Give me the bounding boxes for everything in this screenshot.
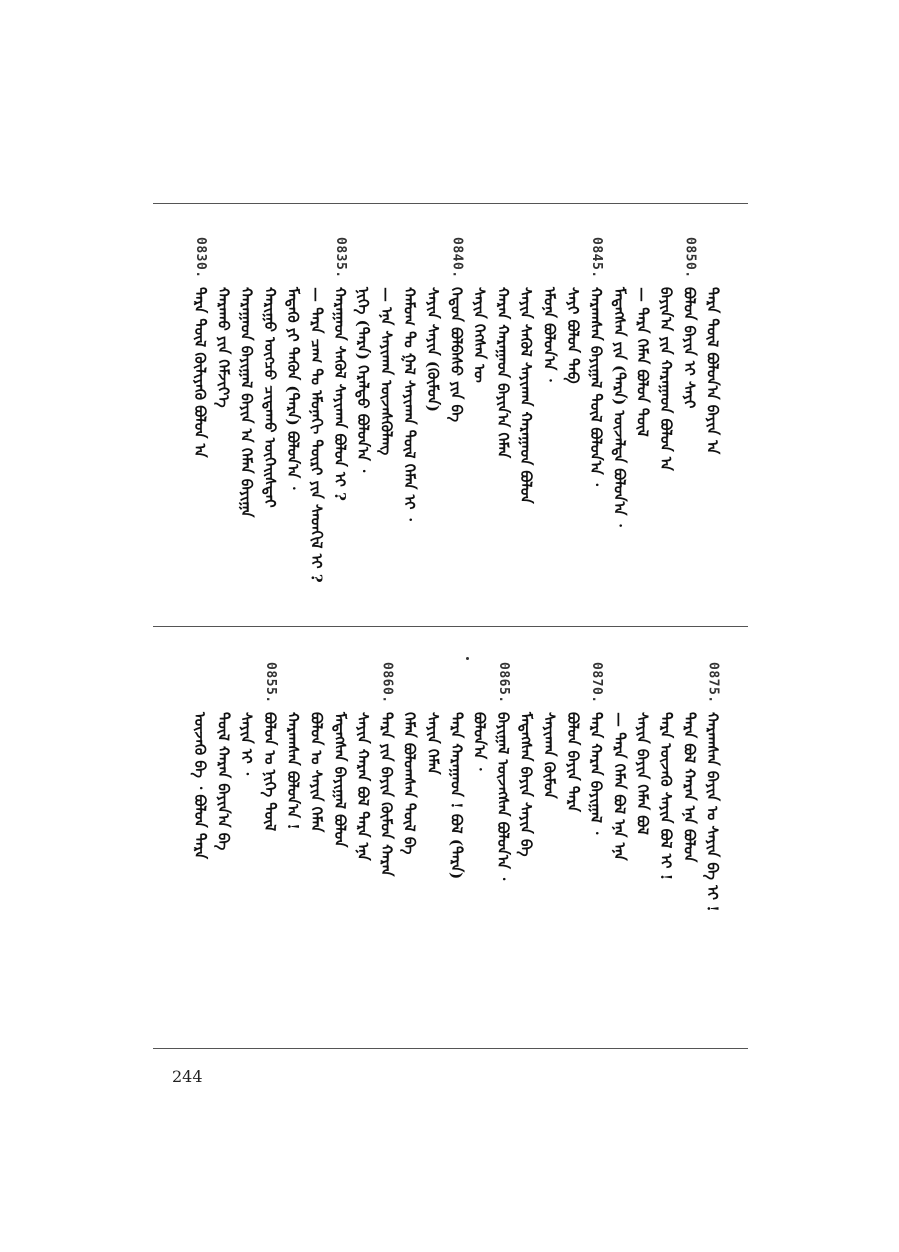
verse-text: ᠲᠡᠷᠡ ᠲᠦᠯ ᠪᠣᠯᠤᠨ᠎ᠠ ᠪᠠᠶᠢᠨ ᠠ [703,287,722,455]
verse-text: ᠰᠠᠶᠢᠨ ᠬᠡᠮᠡᠨ [424,712,442,775]
verse-text: ᠬᠠᠷᠠᠭᠰᠠᠨ ᠪᠠᠶᠢᠨ ᠤ ᠰᠠᠶᠢᠨ ᠪᠠ ᠢ ! [703,712,722,912]
verse-text: ᠰᠠᠶᠢᠬᠠᠨ ᠬᠦᠮᠦᠨ [540,712,559,799]
verse-text: ᠬᠠᠷᠠᠭᠠᠳ ᠰᠡᠭᠦᠯ ᠰᠠᠶᠢᠬᠠᠨ ᠪᠣᠯᠣᠨ ᠢ ? [330,287,349,501]
verse-text: ᠪᠣᠯᠣᠨ ᠪᠠᠶᠢᠨ ᠢ ᠰᠠᠶᠢ [680,287,699,409]
verse-text: ᠦᠵᠡᠬᠦ ᠪᠠ ᠂ ᠪᠣᠯᠣᠨ ᠲᠡᠷᠡ [191,712,209,860]
verse-text: ᠮᠡᠳᠡᠭᠰᠡᠨ ᠶᠢᠨ (ᠲᠡᠷᠡ) ᠦᠵᠡᠯᠲᠡ ᠪᠣᠯᠣᠨ᠎ᠠ ᠂ [610,287,629,527]
verse-text: ᠬᠠᠷᠠᠭᠰᠠᠨ ᠪᠠᠶᠢᠭᠠᠯ ᠲᠦᠯ ᠪᠣᠯᠣᠨ᠎ᠠ ᠂ [587,287,606,486]
verse-text: ᠲᠡᠷᠡ ᠬᠠᠷᠠᠭᠠᠳ ! ᠪᠣᠯ (ᠲᠡᠷᠡ) [447,712,466,880]
verse-text: ᠲᠡᠷᠡ ᠶᠢᠨ ᠪᠠᠶᠢᠨ ᠬᠦᠮᠦᠨ ᠬᠠᠷᠠᠨ [377,712,396,877]
page-number: 244 [172,1067,203,1086]
upper-verse-block [190,235,750,615]
line-number: 0875. [705,662,721,704]
line-number: 0860. [379,662,395,704]
verse-text: ᠪᠣᠯᠣᠨ᠎ᠠ ᠂ [470,712,489,771]
verse-text: ᠲᠡᠷᠡ ᠬᠠᠷᠠᠨ ᠪᠠᠶᠢᠭᠠᠯ ᠂ [587,712,606,835]
verse-text: ᠲᠡᠷᠡ ᠦᠵᠡᠬᠦ ᠰᠠᠶᠢᠨ ᠪᠣᠯ ᠢ ! [657,712,675,881]
verse-text: ᠪᠠᠶᠢᠨ᠎ᠠ ᠶᠢᠨ ᠬᠠᠷᠠᠭᠠᠳ ᠪᠣᠯᠣᠨ ᠠ [657,287,675,471]
top-rule [153,203,748,204]
bottom-rule [153,1048,748,1049]
verse-text: ᠬᠠᠷᠠᠨ ᠬᠠᠷᠠᠭᠠᠳ ᠪᠠᠶᠢᠨ᠎ᠠ ᠬᠡᠮᠡᠨ [493,287,512,459]
verse-text: ᠡᠮᠦᠨᠡ ᠪᠣᠯᠣᠨ᠎ᠠ ᠂ [540,287,559,382]
verse-text: ᠮᠡᠳᠡᠬᠦ ᠶᠢ ᠲᠡᠭᠦᠨ (ᠲᠡᠷᠡ) ᠪᠣᠯᠣᠨ᠎ᠠ ᠂ [284,287,303,490]
line-number: 0840. [449,237,465,279]
verse-text: ᠲᠡᠷᠡ ᠲᠦᠯ ᠬᠦᠯᠢᠶᠡᠬᠦ ᠪᠣᠯᠤᠨ ᠠ [191,287,209,458]
verse-text: ᠮᠡᠳᠡᠭᠰᠡᠨ ᠪᠠᠶᠢᠨ ᠰᠠᠶᠢᠨ ᠪᠠ [517,712,536,857]
middle-rule [153,626,748,627]
line-number: 0865. [495,662,511,704]
verse-text: ᠰᠠᠶᠢᠨ ᠢ ᠂ [237,712,256,776]
verse-text: ᠪᠣᠯᠣᠨ ᠤ ᠰᠠᠶᠢᠨ ᠬᠡᠮᠡᠨ [307,712,326,833]
verse-text: ᠬᠠᠷᠠᠭᠠᠳ ᠪᠠᠶᠢᠭᠠᠯ ᠪᠠᠶᠢᠨ ᠠ ᠬᠡᠮᠡᠨ ᠪᠠᠶᠢᠭᠠ [237,287,256,518]
verse-text: ᠲᠡᠷᠡ ᠪᠣᠯ ᠬᠠᠷᠠᠨ ᠡᠨᠡ ᠪᠣᠯᠣᠨ [680,712,699,863]
verse-text: — ᠲᠡᠷᠡ ᠬᠡᠮᠡᠨ ᠪᠣᠯᠣᠨ ᠲᠦᠯ [633,287,652,437]
verse-text: ᠰᠠᠶᠢᠨ ᠬᠠᠷᠠᠨ ᠪᠣᠯ ᠲᠡᠷᠡ ᠡᠨᠡ [354,712,373,861]
line-number: 0850. [682,237,698,279]
lower-verse-block [190,660,750,1040]
verse-text: ᠬᠠᠷᠠᠬᠤ ᠶᠢᠨ ᠬᠡᠮᠵᠢᠶ᠎ᠡ [214,287,233,408]
verse-text: ᠪᠠᠶᠢᠭᠠᠯ ᠦᠵᠡᠭᠰᠡᠨ ᠪᠣᠯᠣᠨ᠎ᠠ ᠂ [493,712,512,881]
verse-text: ᠪᠣᠯᠣᠨ ᠤ ᠨᠢᠭᠡ ᠲᠦᠯ [260,712,279,832]
verse-text: ᠰᠠᠶᠢ ᠪᠣᠯᠣᠨ ᠲᠠᠪ [563,287,582,384]
verse-text: ᠬᠠᠷᠠᠭᠰᠠᠨ ᠪᠣᠯᠣᠨ᠎ᠠ ! [284,712,303,830]
verse-text: ᠮᠡᠳᠡᠭᠰᠡᠨ ᠪᠠᠶᠢᠭᠠᠯ ᠪᠣᠯᠣᠨ [330,712,349,848]
line-number: 0830. [193,237,208,279]
line-number: 0835. [332,237,348,279]
verse-text: ᠰᠠᠶᠢᠨ ᠰᠡᠬᠦᠯ ᠰᠠᠶᠢᠬᠠᠨ ᠬᠠᠷᠠᠭᠠᠳ ᠪᠣᠯᠣᠨ [517,287,536,504]
verse-text: ᠰᠠᠶᠢᠨ ᠰᠠᠶᠢᠨ (ᠬᠦᠮᠦᠨ) [424,287,442,413]
verse-text: ᠬᠠᠮᠤᠭ ᠲᠤ ᠭᠠᠯ ᠰᠠᠶᠢᠬᠠᠨ ᠲᠦᠯ ᠬᠡᠮᠡᠨ ᠢ ᠂ [400,287,419,521]
verse-text: ᠪᠣᠯᠣᠨ ᠪᠠᠶᠢᠨ ᠲᠡᠷᠡ [563,712,582,813]
verse-text: ᠰᠠᠶᠢᠨ ᠬᠡᠭᠰᠡᠨ ᠦ [470,287,489,383]
verse-text: — ᠲᠡᠷᠡ ᠬᠡᠮᠡᠨ ᠪᠣᠯ ᠡᠨᠡ ᠡᠨᠡ [610,712,629,861]
verse-text: ᠰᠠᠶᠢᠨ ᠪᠠᠶᠢᠨ ᠬᠡᠮᠡᠨ ᠪᠣᠯ [633,712,652,835]
line-number: 0870. [589,662,605,704]
line-number: 0845. [589,237,605,279]
verse-text: ᠬᠡᠳᠦᠨ ᠪᠣᠯᠪᠠᠰᠤ ᠶᠢᠨ ᠪᠠ [447,287,466,422]
verse-text: ᠬᠠᠷᠢᠭᠤ ᠥᠭᠴᠦ ᠴᠢᠳᠠᠬᠤ ᠦᠭᠡᠢᠰᠲᠡᠢ [260,287,279,508]
stray-mark [466,657,469,660]
verse-text: ᠨᠢᠭᠡ (ᠲᠡᠷᠡ) ᠭᠡᠷᠡᠯᠲᠦ ᠪᠣᠯᠣᠨ᠎ᠠ ᠂ [354,287,373,473]
verse-text: — ᠲᠡᠷᠡ ᠴᠠᠭ ᠲᠤ ᠡᠮᠦᠨᠡᠬᠢ ᠳᠦᠷᠢ ᠶᠢᠨ ᠰᠡᠳᠬᠢᠯ ᠢ ? [307,287,326,583]
verse-text: ᠲᠦᠯ ᠬᠠᠷᠠᠨ ᠪᠠᠶᠢᠨ᠎ᠠ ᠪᠠ [214,712,233,851]
line-number: 0855. [262,662,278,704]
verse-text: ᠬᠡᠮᠡᠨ ᠪᠣᠯᠣᠭᠰᠠᠨ ᠲᠦᠯ ᠪᠠ [400,712,419,855]
verse-text: — ᠡᠨᠡ ᠰᠠᠶᠢᠬᠠᠨ ᠦᠵᠡᠰᠬᠦᠯᠡᠩ [377,287,396,456]
